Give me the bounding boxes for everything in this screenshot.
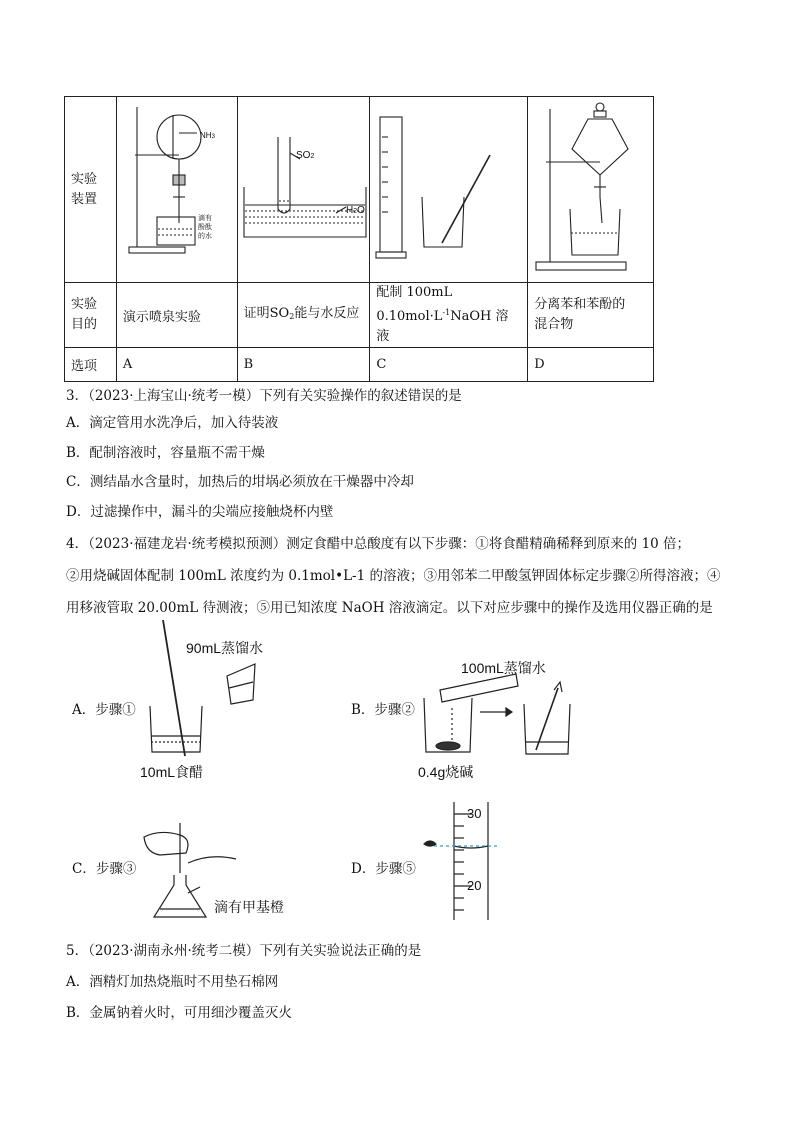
q3-option-d: D．过滤操作中，漏斗的尖端应接触烧杯内壁 [66, 504, 334, 520]
purpose-b-chem-sub: 2 [289, 311, 295, 321]
step3-label: 滴有甲基橙 [214, 899, 284, 915]
purpose-b-pre: 证明 [243, 305, 270, 321]
h2o-sub: 2 [353, 208, 358, 215]
purpose-c-line1: 配制 100mL [376, 285, 453, 300]
step2-top-label: 100mL蒸馏水 [461, 660, 546, 676]
nh3-sub: 3 [211, 134, 215, 140]
so2-sub: 2 [310, 153, 315, 160]
h2o-h: H [346, 205, 354, 216]
fountain-apparatus-illustration [117, 97, 237, 282]
indicator-line3: 的水 [198, 232, 212, 240]
step1-bottom-label: 10mL食醋 [140, 764, 204, 780]
purpose-c-conc-sup: -1 [442, 308, 451, 317]
q3-option-c: C．测结晶水含量时，加热后的坩埚必须放在干燥器中冷却 [66, 474, 414, 490]
row-header-option: 选项 [65, 348, 117, 382]
q5-option-b: B．金属钠着火时，可用细沙覆盖灭火 [66, 1005, 292, 1021]
purpose-d [528, 283, 654, 348]
so2-trough-illustration [238, 97, 372, 282]
purpose-a: 演示喷泉实验 [116, 283, 237, 348]
option-c: C [370, 348, 528, 382]
q4-stem-line1: 4．（2023·福建龙岩·统考模拟预测）测定食醋中总酸度有以下步骤：①将食醋精确稀释到原来的 10 倍； [66, 536, 691, 552]
step5-burette-reading-illustration [420, 802, 510, 920]
q5-option-a: A．酒精灯加热烧瓶时不用垫石棉网 [66, 974, 279, 990]
q3-stem: 3．（2023·上海宝山·统考一模）下列有关实验操作的叙述错误的是 [66, 388, 462, 404]
purpose-c-conc: 0.10mol·L [376, 309, 443, 324]
q4-option-a: A．步骤① [72, 702, 136, 718]
separatory-funnel-illustration [530, 97, 654, 282]
purpose-c-solution: NaOH 溶液 [376, 309, 509, 344]
cylinder-beaker-illustration [372, 97, 530, 282]
so2-label [296, 150, 314, 161]
indicator-line1: 滴有 [198, 214, 212, 222]
h2o-o: O [357, 205, 365, 216]
q4-option-b: B．步骤② [351, 702, 415, 718]
table-row [65, 283, 654, 348]
row-header-purpose: 实验 目的 [65, 283, 117, 348]
step1-top-label: 90mL蒸馏水 [186, 640, 264, 656]
purpose-b-post: 能与水反应 [294, 305, 360, 321]
table-row [65, 348, 654, 382]
row-header-apparatus: 实验 装置 [65, 97, 117, 283]
purpose-d-line1: 分离苯和苯酚的 [534, 297, 626, 312]
q4-option-c: C．步骤③ [72, 861, 137, 877]
purpose-b-chem: SO [269, 305, 290, 321]
option-a: A [116, 348, 237, 382]
so2-formula: SO [296, 150, 311, 161]
option-b: B [237, 348, 370, 382]
purpose-b [237, 283, 370, 348]
nh3-label [200, 131, 215, 140]
burette-mark-30: 30 [467, 806, 482, 821]
purpose-c-line2 [376, 303, 521, 347]
purpose-c [370, 283, 528, 348]
option-d: D [528, 348, 654, 382]
q3-option-b: B．配制溶液时，容量瓶不需干燥 [66, 445, 265, 461]
nh3-formula: NH [200, 131, 212, 140]
burette-mark-20: 20 [467, 878, 482, 893]
q4-stem-line3: 用移液管取 20.00mL 待测液；⑤用已知浓度 NaOH 溶液滴定。以下对应步骤中的操作及选用仪器正确的是 [66, 600, 713, 616]
indicator-label [198, 214, 212, 241]
q3-option-a: A．滴定管用水洗净后，加入待装液 [66, 415, 279, 431]
q5-stem: 5．（2023·湖南永州·统考二模）下列有关实验说法正确的是 [66, 943, 422, 959]
q4-stem-line2: ②用烧碱固体配制 100mL 浓度约为 0.1mol•L-1 的溶液；③用邻苯二甲酸氢钾固体标定步骤②所得溶液；④ [66, 568, 721, 584]
q4-option-d: D．步骤⑤ [351, 861, 416, 877]
purpose-d-line2: 混合物 [534, 317, 574, 332]
step2-bottom-label: 0.4g烧碱 [418, 764, 474, 780]
indicator-line2: 酚酞 [198, 223, 212, 231]
h2o-label [346, 205, 365, 216]
